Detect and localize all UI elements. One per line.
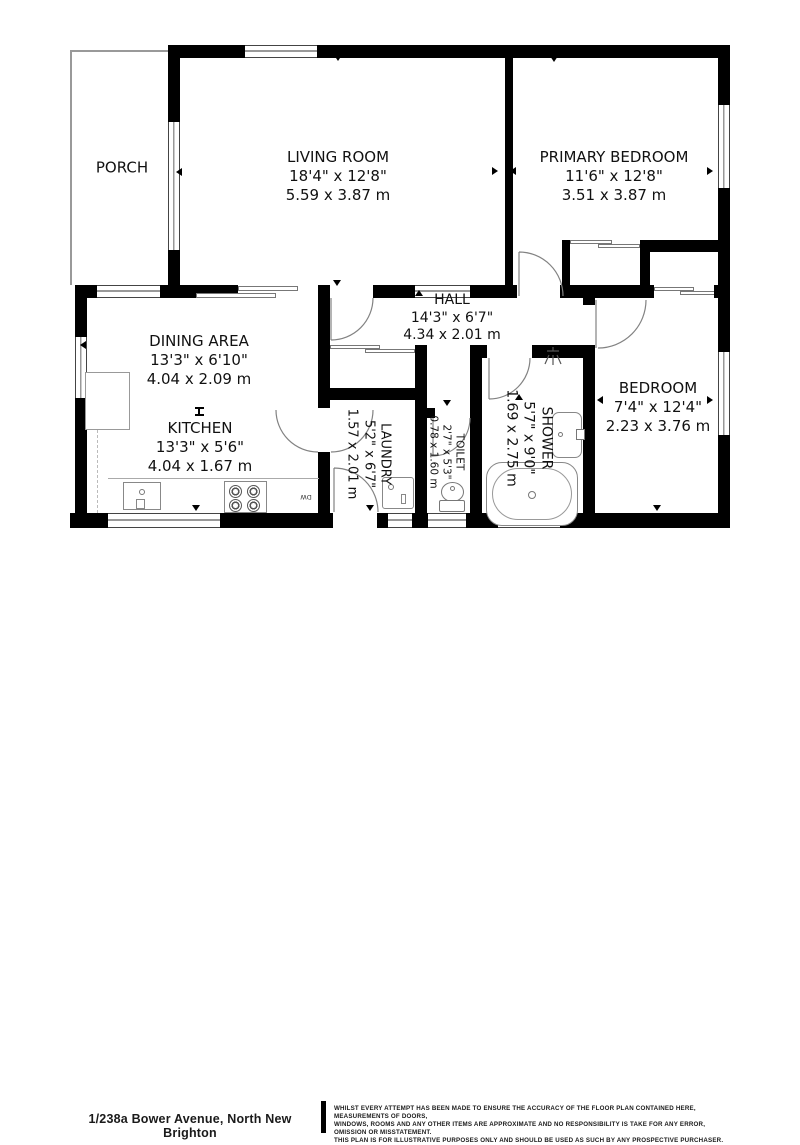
shower-head-icon (545, 347, 561, 365)
room-dim-imperial: 5'2" x 6'7" (361, 419, 377, 489)
door-arc-kitchen-laundry (276, 410, 318, 452)
door-arc-hall (331, 298, 373, 340)
room-dim-imperial: 11'6" x 12'8" (565, 166, 663, 185)
marker-left-icon (176, 168, 182, 176)
marker-left-icon (510, 167, 516, 175)
marker-right-icon (492, 167, 498, 175)
marker-right-icon (707, 167, 713, 175)
room-dim-metric: 2.23 x 3.76 m (605, 416, 711, 435)
marker-down-icon (550, 56, 558, 62)
room-name: KITCHEN (167, 418, 233, 437)
marker-down-icon (443, 400, 451, 406)
door-arcs-layer (0, 0, 800, 545)
marker-left-icon (80, 341, 86, 349)
room-name: PORCH (95, 158, 149, 177)
room-dim-metric: 5.59 x 3.87 m (285, 185, 391, 204)
room-label-toilet (426, 415, 465, 488)
marker-left-icon (597, 396, 603, 404)
marker-down-icon (653, 505, 661, 511)
marker-down-icon (366, 505, 374, 511)
room-name: HALL (434, 291, 470, 308)
marker-down-icon (334, 55, 342, 61)
room-name: DINING AREA (149, 331, 249, 350)
room-dim-metric: 1.57 x 2.01 m (344, 408, 360, 500)
room-name: TOILET (453, 433, 466, 471)
room-dim-metric: 4.04 x 1.67 m (147, 456, 253, 475)
disclaimer-line: WINDOWS, ROOMS AND ANY OTHER ITEMS ARE APPROXIMATE AND NO RESPONSIBILITY IS TAKE FOR ANY ERROR, OMISSION OR MISSTATEMENT. (334, 1121, 706, 1136)
footer-divider (321, 1101, 326, 1133)
room-label-shower (502, 389, 555, 487)
room-name: LIVING ROOM (286, 147, 390, 166)
property-address: 1/238a Bower Avenue, North New Brighton (88, 1112, 292, 1140)
room-name: LAUNDRY (377, 423, 393, 485)
room-label-primary-bedroom (540, 148, 689, 204)
room-dim-imperial: 18'4" x 12'8" (289, 166, 387, 185)
room-label-dining-area (147, 332, 252, 388)
floor-plan (0, 0, 800, 545)
marker-down-icon (333, 280, 341, 286)
room-name: PRIMARY BEDROOM (539, 147, 689, 166)
room-label-living-room (286, 148, 391, 204)
room-dim-imperial: 5'7" x 9'0" (520, 401, 537, 475)
disclaimer-text (334, 1105, 726, 1145)
room-dim-metric: 1.69 x 2.75 m (503, 389, 520, 487)
room-dim-imperial: 13'3" x 6'10" (150, 350, 248, 369)
room-label-porch (96, 159, 148, 178)
room-dim-metric: 0.78 x 1.60 m (427, 415, 440, 489)
room-label-kitchen (148, 419, 253, 475)
marker-down-icon (192, 505, 200, 511)
disclaimer-line: WHILST EVERY ATTEMPT HAS BEEN MADE TO ENSURE THE ACCURACY OF THE FLOOR PLAN CONTAINED HERE, MEASUREMENTS OF DOORS, (334, 1105, 696, 1120)
room-dim-metric: 3.51 x 3.87 m (561, 185, 667, 204)
room-dim-imperial: 13'3" x 5'6" (155, 437, 245, 456)
door-arc-primary-bedroom (519, 252, 563, 296)
room-dim-metric: 4.04 x 2.09 m (146, 369, 252, 388)
section-marker-icon (195, 414, 204, 416)
door-arc-bedroom (596, 300, 646, 348)
room-dim-metric: 4.34 x 2.01 m (403, 326, 501, 343)
marker-left-icon (80, 445, 86, 453)
footer-bar (0, 545, 800, 1144)
dishwasher-label: DW (300, 493, 312, 501)
room-label-laundry (344, 409, 393, 500)
room-name: SHOWER (538, 406, 555, 470)
room-label-hall (403, 292, 501, 345)
room-dim-imperial: 14'3" x 6'7" (410, 309, 494, 326)
room-dim-imperial: 2'7" x 5'3" (440, 424, 453, 480)
disclaimer-line: THIS PLAN IS FOR ILLUSTRATIVE PURPOSES ONLY AND SHOULD BE USED AS SUCH BY ANY PROSPECTIVE PURCHASER. (334, 1137, 724, 1144)
room-label-bedroom (606, 379, 711, 435)
room-name: BEDROOM (618, 378, 698, 397)
room-dim-imperial: 7'4" x 12'4" (613, 397, 703, 416)
